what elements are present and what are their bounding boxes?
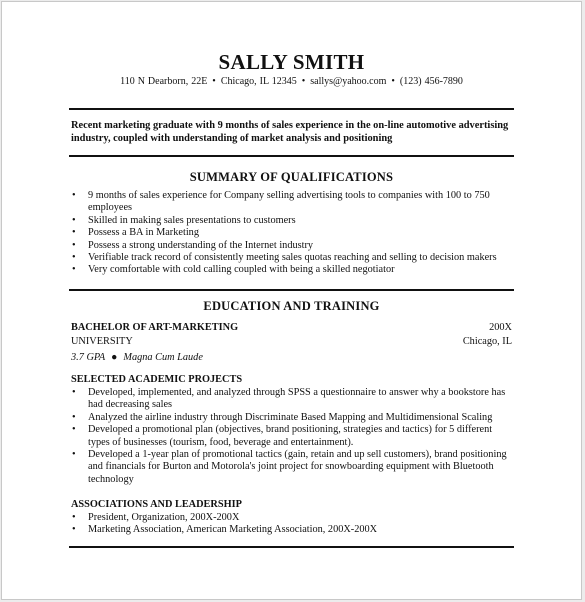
objective-statement: Recent marketing graduate with 9 months of sales experience in the on-line automotive advertising industry, coupled with understanding of market analysis and positioning [71,120,509,144]
section-title-qualifications: SUMMARY OF QUALIFICATIONS [189,170,394,184]
bullet: • [72,424,76,436]
gpa-separator: ● [111,352,118,363]
bullet: • [72,524,76,536]
list-item: • Analyzed the airline industry through Discriminate Based Mapping and Multidimensional Scaling [72,411,493,423]
bullet: • [72,239,76,251]
gpa: 3.7 GPA [71,352,106,363]
graduation-year: 200X [489,322,512,333]
list-item: • Possess a BA in Marketing [72,227,199,239]
section-title-education: EDUCATION AND TRAINING [203,299,380,313]
projects-list [71,387,514,486]
divider [69,289,514,291]
list-item: • Skilled in making sales presentations to customers [72,214,296,226]
list-item: • Developed a promotional plan (objectives, brand positioning, strategies and tactics) for 5 different types of businesses (tourism, food, beverage and entertainment). [72,424,493,448]
city: Chicago, IL 12345 [220,76,297,87]
bullet: • [72,252,76,264]
section-title-associations: ASSOCIATIONS AND LEADERSHIP [71,499,242,510]
contact-separator: • [301,76,306,87]
university-row [71,336,512,347]
contact-line [2,76,581,87]
degree: BACHELOR OF ART-MARKETING [71,322,239,333]
bullet: • [72,411,76,423]
honors: Magna Cum Laude [123,352,203,363]
list-item: • Possess a strong understanding of the Internet industry [72,239,314,251]
university-location: Chicago, IL [462,336,512,347]
list-item: • President, Organization, 200X-200X [72,512,240,523]
contact-separator: • [212,76,216,87]
bullet: • [72,387,76,398]
university: UNIVERSITY [71,336,133,347]
list-item: • Developed, implemented, and analyzed through SPSS a questionnaire to answer why a bookstore has had decreasing sales [72,387,506,411]
divider [69,546,514,548]
bullet: • [72,264,76,276]
gpa-line [71,352,203,363]
list-item: • 9 months of sales experience for Company selling advertising tools to companies with 100 to 750 employees [72,190,490,214]
bullet: • [72,512,76,523]
contact-separator: • [391,76,395,87]
bullet: • [72,190,76,201]
bullet: • [72,227,76,239]
list-item: • Verifiable track record of consistently meeting sales quotas reaching and selling to decision makers [72,252,497,264]
degree-row [71,322,512,333]
list-item: • Very comfortable with cold calling coupled with being a skilled negotiator [72,264,395,276]
address: 110 N Dearborn, 22E [120,76,208,87]
candidate-name: SALLY SMITH [218,50,365,74]
qualifications-list [71,190,515,277]
section-title-projects: SELECTED ACADEMIC PROJECTS [71,374,243,385]
list-item: • Developed a 1-year plan of promotional tactics (gain, retain and up sell customers), brand positioning and financials for Burton and Motorola's joint project for snowboarding equipment with Bluetooth technology [72,449,507,485]
list-item: • Marketing Association, American Marketing Association, 200X-200X [72,524,378,536]
phone: (123) 456-7890 [399,76,463,87]
divider [69,108,514,110]
resume-page [1,1,582,600]
associations-list [71,512,514,537]
divider [69,155,514,157]
bullet: • [72,449,76,461]
bullet: • [72,214,76,226]
email[interactable]: sallys@yahoo.com [310,76,387,87]
